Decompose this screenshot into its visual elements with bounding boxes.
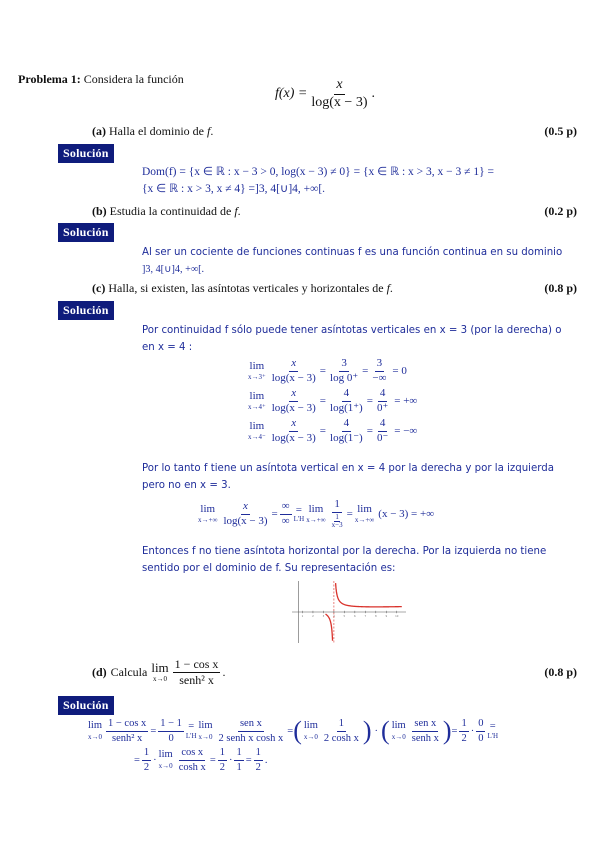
d-r2-h-n: 1 — [142, 747, 151, 760]
d-r1-dot2: · — [470, 725, 475, 737]
lim-op: lim x→+∞ — [306, 503, 326, 524]
d-r1-lh2-label: L'H — [487, 731, 499, 740]
lim4-num: x — [241, 501, 250, 515]
part-c-solution-p3 — [142, 543, 578, 577]
fdef-end: . — [371, 86, 375, 102]
limit-row-2 — [246, 386, 417, 416]
lim-op: lim x→0 — [303, 720, 318, 741]
limit-row-1 — [246, 356, 417, 386]
part-b-points: (0.2 p) — [544, 204, 577, 218]
lim2-n2: 4 — [342, 388, 352, 402]
x-tick-label: 8 — [374, 615, 377, 618]
part-b-sol-line1: Al ser un cociente de funciones continuas f es una función continua en su dominio — [142, 247, 563, 258]
lim4-d2: ∞ — [281, 514, 290, 527]
problem-intro: Considera la función — [83, 72, 184, 86]
d-r1-lh2: = L'H — [487, 721, 499, 740]
part-c-p1-line2: en x = 4 : — [142, 342, 193, 353]
curve-right-branch — [336, 583, 402, 607]
d-r2-n: cos x — [179, 747, 205, 760]
part-d-points: (0.8 p) — [544, 665, 577, 679]
part-d-question — [92, 655, 225, 689]
lim3-den: log(x − 3) — [271, 431, 316, 444]
d-r1-lh-label: L'H — [185, 731, 197, 740]
d-r1-p2-n: sen x — [412, 718, 438, 731]
part-d-lim-sub: x→0 — [153, 675, 167, 683]
lim1-d2: log 0⁺ — [330, 371, 359, 384]
d-r2-f1 — [218, 747, 227, 772]
lim1-num: x — [289, 358, 298, 372]
limit-block — [246, 356, 417, 446]
lim-op: lim x→3⁺ — [248, 360, 266, 381]
problem-header — [18, 72, 184, 87]
d-r1-p2 — [410, 718, 441, 743]
d-r1-num: 1 − cos x — [106, 718, 148, 731]
fdef-lhs: f(x) = — [275, 86, 308, 102]
part-d-end: . — [222, 664, 226, 679]
part-c-var: f — [386, 281, 390, 295]
d-r1-frac3 — [217, 718, 286, 743]
d-r2-d: cosh x — [178, 761, 206, 773]
lim4-sub3: x→+∞ — [354, 516, 375, 524]
part-c-end: . — [389, 281, 393, 295]
lim2-res: = +∞ — [394, 395, 418, 407]
lim-op: lim x→0 — [158, 749, 173, 770]
d-r1-lh: = L'H — [185, 721, 197, 740]
d-r2-sub: x→0 — [158, 761, 173, 770]
lim3-frac2 — [328, 418, 365, 444]
part-b-solution — [142, 244, 578, 278]
part-a-label: (a) — [92, 124, 106, 138]
part-c-label: (c) — [92, 281, 106, 295]
d-r1-e-d2: 0 — [478, 732, 484, 744]
part-a-var: f — [206, 124, 211, 138]
d-r1-e1 — [459, 718, 468, 743]
lim3-num: x — [289, 418, 298, 432]
part-c-p3-line2: sentido por el dominio de f. Su representación es: — [142, 563, 396, 574]
lim2-d2: log(1⁺) — [330, 401, 363, 414]
d-r1-p1-d: 2 cosh x — [323, 732, 359, 744]
lim4-n2: ∞ — [280, 501, 292, 515]
lim1-res: = 0 — [392, 365, 407, 377]
lim-op: lim x→+∞ — [354, 503, 375, 524]
d-r1-den: senh² x — [112, 732, 143, 744]
x-tick-label: 3 — [322, 615, 325, 618]
d-r1-sub-p2: x→0 — [391, 732, 406, 741]
d-r1-e-n1: 1 — [459, 718, 468, 731]
part-c-p2-line2: pero no en x = 3. — [142, 480, 231, 491]
lim4-d3 — [330, 513, 345, 529]
lim2-frac1 — [270, 388, 318, 414]
part-c-solution-p2 — [142, 460, 578, 494]
x-tick-label: 6 — [354, 615, 356, 618]
d-r2-f1n: 1 — [218, 747, 227, 760]
lim1-frac1 — [270, 358, 318, 384]
lim2-frac3 — [375, 388, 390, 414]
lim2-eq1: = — [319, 395, 327, 407]
lim4-eq1: = — [271, 508, 278, 520]
x-tick-label: 5 — [343, 615, 346, 618]
d-r2-f3n: 1 — [254, 747, 263, 760]
d-r2-f2d: 1 — [236, 761, 242, 773]
lim-op: lim x→4⁻ — [248, 420, 266, 441]
d-r2-f3 — [254, 747, 263, 772]
lim2-eq2: = — [366, 395, 373, 407]
x-tick-label: 2 — [312, 615, 314, 618]
fdef-num: x — [334, 78, 344, 95]
lim2-d3: 0⁺ — [376, 401, 389, 414]
lim4-d3n: 1 — [335, 512, 339, 521]
curve-left-branch — [326, 614, 333, 641]
d-r2-f2 — [234, 747, 243, 772]
lim1-den: log(x − 3) — [271, 371, 316, 384]
d-r1-frac2 — [158, 718, 184, 743]
d-r1-frac1 — [106, 718, 148, 743]
d-r1-p1 — [322, 718, 361, 743]
part-c-points: (0.8 p) — [544, 281, 577, 295]
part-b-sol-line2: ]3, 4[∪]4, +∞[. — [142, 264, 205, 275]
fdef-fraction — [309, 78, 369, 110]
d-r1-e-n2: 0 — [476, 718, 485, 731]
part-d-label: (d) — [92, 664, 107, 679]
d-r2-half — [142, 747, 151, 772]
part-c-p1-line1: Por continuidad f sólo puede tener asíntotas verticales en x = 3 (por la derecha) o — [142, 325, 562, 336]
d-r1-n2: 1 − 1 — [158, 718, 184, 731]
lim3-sub: x→4⁻ — [248, 433, 266, 441]
part-b-var: f — [234, 204, 238, 218]
solution-badge-c: Solución — [58, 301, 114, 320]
part-c-p3-line1: Entonces f no tiene asíntota horizontal por la derecha. Por la izquierda no tiene — [142, 546, 547, 557]
part-c-solution-p1 — [142, 322, 578, 356]
d-r1-dot: · — [374, 725, 379, 737]
lim3-res: = −∞ — [394, 425, 418, 437]
d-r2-f2n: 1 — [234, 747, 243, 760]
lim1-sub: x→3⁺ — [248, 373, 266, 381]
lim4-eq3: = — [346, 508, 353, 520]
part-b-label: (b) — [92, 204, 107, 218]
part-d-den: senh² x — [179, 672, 214, 687]
lim2-n3: 4 — [378, 388, 388, 402]
part-d-num: 1 − cos x — [174, 656, 219, 671]
lim4-sub: x→+∞ — [198, 516, 218, 524]
lim4-sub2: x→+∞ — [306, 516, 326, 524]
lim2-frac2 — [328, 388, 365, 414]
part-b-text: Estudia la continuidad de — [109, 204, 235, 218]
d-r1-n3: sen x — [238, 718, 264, 731]
d-r1-d2: 0 — [168, 732, 174, 744]
lim4-d3d: x−3 — [331, 520, 343, 529]
solution-badge-a: Solución — [58, 144, 114, 163]
lim3-frac3 — [375, 418, 390, 444]
lim2-sub: x→4⁺ — [248, 403, 266, 411]
x-tick-label: 7 — [364, 615, 367, 618]
lim1-d3: −∞ — [372, 371, 387, 384]
x-tick-label: 1 — [301, 615, 304, 618]
part-d-solution-row1: lim x→0 $\frac{\text{1 − cos x}}{\text{senh² x}}$ = $\frac{1 - 1}{0}$ = L'H lim x→0 $\frac{\text{sen x}}{\text{2 senh x cosh x}}$ = ( lim x→0 $\frac{1}{\text{2 cosh x}}$ ) · ( lim x→0 $\frac{\text{sen x}}{\text{senh x}}$ ) = $\frac{1}{2}$ · $\frac{0}{0}$ = L'H — [88, 716, 499, 745]
part-d-solution-row2: = $\frac{1}{2}$ · lim x→0 $\frac{\text{cos x}}{\text{cosh x}}$ = $\frac{1}{2}$ · $\frac{1}{1}$ = $\frac{1}{2}$ . — [134, 747, 268, 773]
lim1-frac3 — [370, 358, 388, 384]
lim2-num: x — [289, 388, 298, 402]
part-b-question — [92, 204, 241, 219]
part-a-sol-line1: Dom(f) = {x ∈ ℝ : x − 3 > 0, log(x − 3) ≠ 0} = {x ∈ ℝ : x > 3, x − 3 ≠ 1} = — [142, 166, 494, 178]
lim-op: lim x→4⁺ — [248, 390, 266, 411]
solution-badge-d: Solución — [58, 696, 114, 715]
part-a-end: . — [210, 124, 214, 138]
part-a-sol-line2: {x ∈ ℝ : x > 3, x ≠ 4} =]3, 4[∪]4, +∞[. — [142, 183, 326, 195]
lim-op: lim x→0 — [391, 720, 406, 741]
lim3-n3: 4 — [378, 418, 388, 432]
fdef-den: log(x − 3) — [311, 94, 368, 110]
lim3-n2: 4 — [342, 418, 352, 432]
d-r1-sub-p1: x→0 — [303, 732, 318, 741]
lim-op: lim x→+∞ — [198, 503, 218, 524]
part-d-frac — [173, 658, 221, 686]
part-d-text: Calcula — [110, 664, 148, 679]
function-definition — [275, 78, 375, 110]
lim3-frac1 — [270, 418, 318, 444]
d-r2-f1d: 2 — [219, 761, 225, 773]
d-r1-p2-d: senh x — [411, 732, 439, 744]
d-r1-d3: 2 senh x cosh x — [218, 732, 284, 744]
part-a-text: Halla el dominio de — [109, 124, 207, 138]
lim1-eq1: = — [319, 365, 327, 377]
lim4-frac2 — [280, 501, 292, 527]
d-r2-frac — [177, 747, 208, 772]
lim3-d2: log(1⁻) — [330, 431, 363, 444]
lim4-n3: 1 — [332, 499, 342, 513]
function-graph — [284, 578, 410, 646]
lim4-tail: (x − 3) = +∞ — [378, 508, 435, 520]
lim1-n3: 3 — [375, 358, 385, 372]
lim3-d3: 0⁻ — [376, 431, 389, 444]
lim3-eq2: = — [366, 425, 373, 437]
part-a-points: (0.5 p) — [544, 124, 577, 138]
lim-op: lim x→0 — [88, 720, 103, 741]
lim1-n2: 3 — [339, 358, 349, 372]
part-c-question — [92, 281, 393, 296]
part-c-text: Halla, si existen, las asíntotas verticales y horizontales de — [108, 281, 387, 295]
limit-row-4 — [196, 496, 434, 532]
lim-op: lim x→0 — [151, 660, 169, 683]
lim4-frac3 — [330, 499, 345, 529]
part-a-question — [92, 124, 213, 139]
d-r1-e2 — [476, 718, 485, 743]
problem-label: Problema 1: — [18, 72, 81, 86]
lim-op: lim x→0 — [198, 720, 213, 741]
part-b-end: . — [237, 204, 241, 218]
x-tick-label: 10 — [395, 615, 399, 618]
lim4-den: log(x − 3) — [223, 514, 268, 527]
x-tick-label: 9 — [385, 615, 388, 618]
d-r1-sub: x→0 — [88, 732, 102, 741]
lim1-eq2: = — [362, 365, 369, 377]
part-c-p2-line1: Por lo tanto f tiene un asíntota vertical en x = 4 por la derecha y por la izquierda — [142, 463, 554, 474]
lim1-frac2 — [328, 358, 360, 384]
solution-badge-b: Solución — [58, 223, 114, 242]
d-r2-h-d: 2 — [143, 761, 150, 773]
limit-row-3 — [246, 416, 417, 446]
lim4-lh: = L'H — [293, 504, 305, 523]
part-a-solution — [142, 164, 574, 198]
d-r1-e-d1: 2 — [461, 732, 467, 744]
lim4-lh-label: L'H — [293, 515, 305, 523]
d-r2-f3d: 2 — [255, 761, 261, 773]
d-r1-p1-n: 1 — [337, 718, 346, 731]
lim4-frac1 — [221, 501, 269, 527]
lim3-eq1: = — [319, 425, 327, 437]
d-r1-sub2: x→0 — [198, 732, 213, 741]
lim2-den: log(x − 3) — [271, 401, 316, 414]
